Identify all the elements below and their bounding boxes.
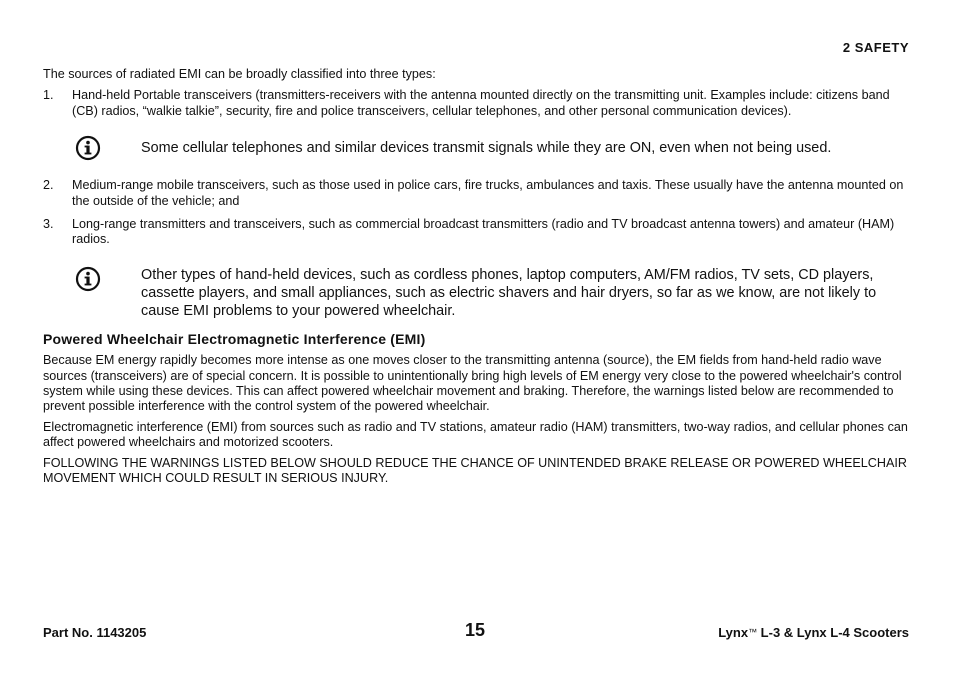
intro-text: The sources of radiated EMI can be broadly classified into three types: [43,67,436,81]
product-model: L-3 & Lynx L-4 Scooters [757,625,909,640]
info-note [43,266,909,320]
page-body [43,67,909,492]
note-text: Other types of hand-held devices, such as cordless phones, laptop computers, AM/FM radios, TV sets, CD players, cassette players, and small appliances, such as electric shavers and hair dryers, so far as we know, are not likely to cause EMI problems to your powered wheelchair. [141,266,877,319]
list-text: Medium-range mobile transceivers, such as those used in police cars, fire trucks, ambulances and taxis. These usually have the antenna mounted on the outside of the vehicle; and [72,178,904,208]
list-item [43,178,909,209]
part-number: Part No. 1143205 [43,625,147,640]
list-number: 2. [43,178,54,193]
list-item [43,217,909,248]
paragraph: Because EM energy rapidly becomes more intense as one moves closer to the transmitting antenna (source), the EM fields from hand-held radio wave sources (transceivers) are of special concern. It is possible to unintentionally bring high levels of EM energy very close to the powered wheelchair's control system while using these devices. This can affect powered wheelchair movement and braking. Therefore, the warnings listed below are recommended to prevent possible interference with the control system of the powered wheelchair. [43,353,902,414]
info-note [43,137,909,161]
list-text: Hand-held Portable transceivers (transmitters-receivers with the antenna mounted directly on the transmitting unit. Examples include: citizens band (CB) radios, “walkie talkie”, security, fire and police transceivers, cellular telephones, and other personal communication devices). [72,88,890,118]
list-number: 3. [43,217,54,232]
paragraph: Electromagnetic interference (EMI) from sources such as radio and TV stations, amateur radio (HAM) transmitters, two-way radios, and cellular phones can affect powered wheelchairs and motorized scooters. [43,419,908,450]
list-number: 1. [43,88,54,103]
section-heading: Powered Wheelchair Electromagnetic Interference (EMI) [43,330,426,347]
running-header: 2 SAFETY [842,40,909,55]
page-number: 15 [465,620,486,640]
note-text: Some cellular telephones and similar devices transmit signals while they are ON, even when not being used. [141,140,832,157]
info-icon [75,135,101,161]
info-icon [75,266,101,292]
trademark-symbol: ™ [748,627,758,637]
warning-paragraph: FOLLOWING THE WARNINGS LISTED BELOW SHOULD REDUCE THE CHANCE OF UNINTENDED BRAKE RELEASE OR POWERED WHEELCHAIR MOVEMENT WHICH COULD RESULT IN SERIOUS INJURY. [43,455,907,486]
product-brand: Lynx [718,625,749,640]
list-text: Long-range transmitters and transceivers, such as commercial broadcast transmitters (radio and TV broadcast antenna towers) and amateur (HAM) radios. [72,217,895,247]
list-item [43,88,909,119]
product-name [718,625,909,640]
